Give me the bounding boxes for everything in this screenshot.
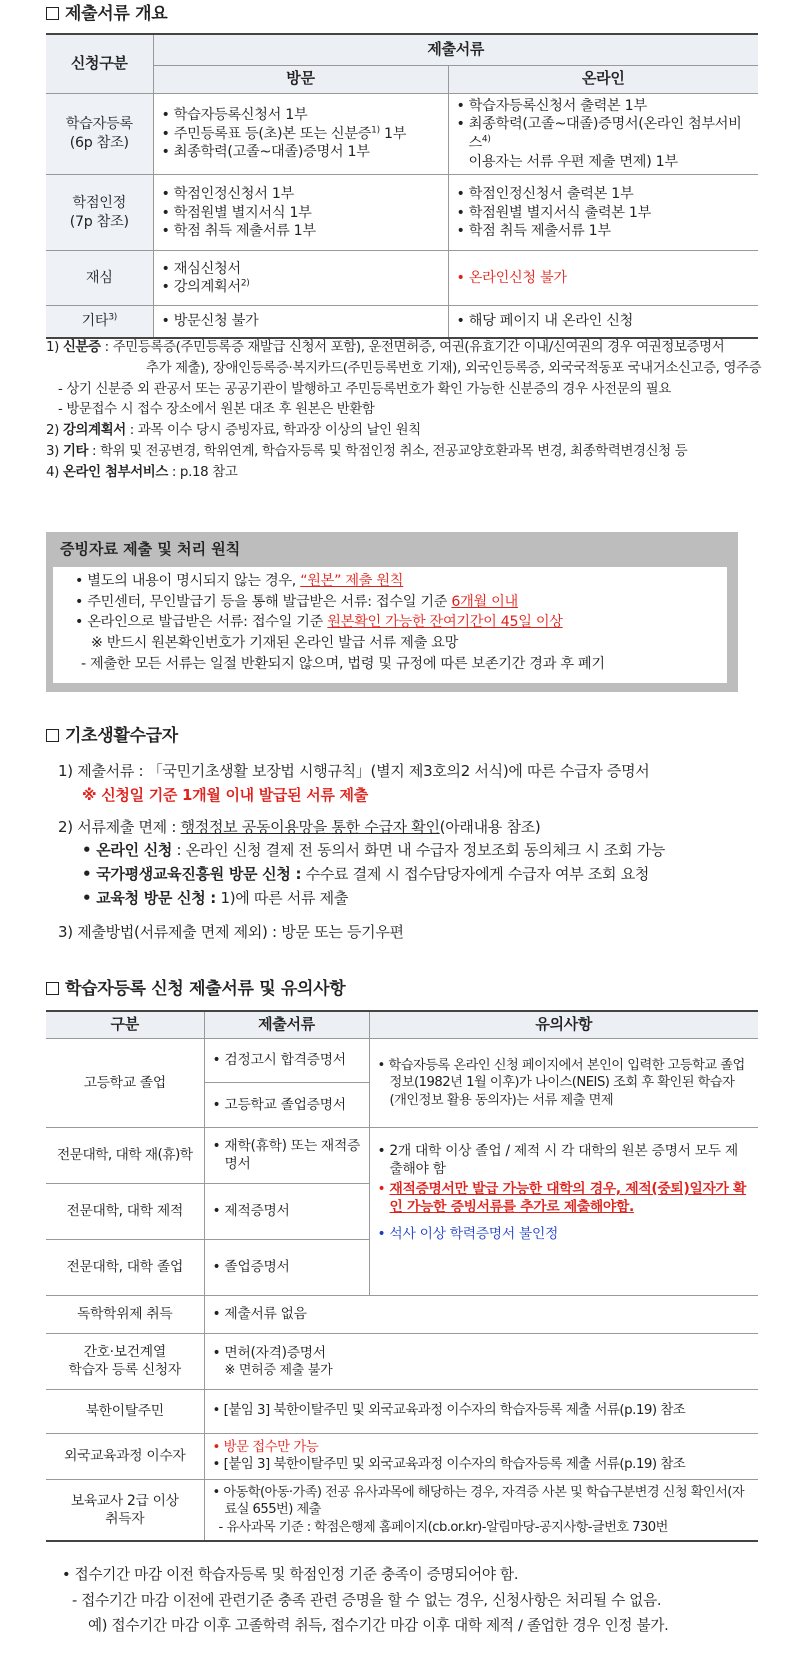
row-doc: • 제적증명서 — [204, 1183, 369, 1239]
section-title-basic-livelihood: 기초생활수급자 — [46, 725, 178, 747]
row-category: 외국교육과정 이수자 — [46, 1433, 204, 1479]
row-category: 독학학위제 취득 — [46, 1295, 204, 1333]
visit-docs: • 학습자등록신청서 1부 • 주민등록표 등(초)본 또는 신분증$^{1)}$ 1부 • 최종학력(고졸~대졸)증명서 1부 — [153, 93, 448, 175]
th-visit: 방문 — [153, 65, 448, 93]
row-category: 기타$^{3)}$ — [46, 306, 153, 338]
th-docs: 제출서류 — [204, 1011, 369, 1038]
basic-livelihood-content: 1) 제출서류 : 「국민기초생활 보장법 시행규칙」(별지 제3호의2 서식)에 따른 수급자 증명서 ※ 신청일 기준 1개월 이내 발급된 서류 제출 2) 서류제출 면제 : 행정정보 공동이용망을 통한 수급자 확인(아래내용 참조) • 온라인 신청 : 온라인 신청 결제 전 동의서 화면 내 수급자 정보조회 동의체크 시 조회 가능 • 국가평생교육진흥원 방문 신청 : 수수료 결제 시 접수담당자에게 수급자 여부 조회 요청 • 교육청 방문 신청 : 1)에 따른 서류 제출 3) 제출방법(서류제출 면제 제외) : 방문 또는 등기우편 — [58, 762, 666, 941]
row-category: 학점인정 (7p 참조) — [46, 175, 153, 251]
th-category: 신청구분 — [46, 34, 153, 93]
table-row — [46, 1295, 758, 1333]
row-category: 학습자등록 (6p 참조) — [46, 93, 153, 175]
table-row — [46, 1038, 758, 1082]
table-row — [46, 251, 758, 306]
row-note-university: • 2개 대학 이상 졸업 / 제적 시 각 대학의 원본 증명서 모두 제출해야 함 • 재적증명서만 발급 가능한 대학의 경우, 제적(중퇴)일자가 확인 가능한 증빙서류를 추가로 제출해야함. • 석사 이상 학력증명서 불인정 — [369, 1127, 758, 1295]
th-docs: 제출서류 — [153, 34, 758, 65]
online-docs: • 학점인정신청서 출력본 1부 • 학점원별 별지서식 출력본 1부 • 학점 취득 제출서류 1부 — [448, 175, 758, 251]
section-title-overview: 제출서류 개요 — [46, 3, 167, 25]
row-category: 재심 — [46, 251, 153, 306]
footnotes: 1) 신분증 : 주민등록증(주민등록증 재발급 신청서 포함), 운전면허증, 여권(유효기간 이내/신여권의 경우 여권정보증명서 추가 제출), 장애인등록증·복지카드(주민등록번호 기재), 외국인등록증, 외국국적동포 국내거소신고증, 영주증 - 상기 신분증 외 관공서 또는 공공기관이 발행하고 주민등록번호가 확인 가능한 신분증의 경우 사전문의 필요 - 방문접수 시 접수 장소에서 원본 대조 후 원본은 반환함 2) 강의계획서 : 과목 이수 당시 증빙자료, 학과장 이상의 날인 원칙 3) 기타 : 학위 및 전공변경, 학위연계, 학습자등록 및 학점인정 취소, 전공교양호환과목 변경, 최종학력변경신청 등 4) 온라인 첨부서비스 : p.18 참고 — [46, 340, 762, 480]
principle-title: 증빙자료 제출 및 처리 원칙 — [60, 540, 241, 558]
section-title-registration: 학습자등록 신청 제출서류 및 유의사항 — [46, 978, 345, 1000]
row-category: 전문대학, 대학 재(휴)학 — [46, 1127, 204, 1183]
table-row — [46, 1333, 758, 1389]
th-notes: 유의사항 — [369, 1011, 758, 1038]
row-doc: • 방문 접수만 가능 • [붙임 3] 북한이탈주민 및 외국교육과정 이수자의 학습자등록 제출 서류(p.19) 참조 — [204, 1433, 758, 1479]
table-row — [46, 175, 758, 251]
registration-table — [46, 1010, 758, 1542]
checkbox-square-icon — [46, 729, 59, 742]
checkbox-square-icon — [46, 982, 59, 995]
table-row — [46, 1479, 758, 1541]
online-docs: • 온라인신청 불가 — [448, 251, 758, 306]
principle-box — [46, 532, 738, 692]
row-doc: • [붙임 3] 북한이탈주민 및 외국교육과정 이수자의 학습자등록 제출 서류(p.19) 참조 — [204, 1389, 758, 1433]
table-row — [46, 1389, 758, 1433]
th-category: 구분 — [46, 1011, 204, 1038]
overview-table — [46, 33, 758, 339]
row-category: 보육교사 2급 이상 취득자 — [46, 1479, 204, 1541]
visit-docs: • 재심신청서 • 강의계획서$^{2)}$ — [153, 251, 448, 306]
row-category: 전문대학, 대학 제적 — [46, 1183, 204, 1239]
visit-docs: • 방문신청 불가 — [153, 306, 448, 338]
row-category: 전문대학, 대학 졸업 — [46, 1239, 204, 1295]
row-doc: • 졸업증명서 — [204, 1239, 369, 1295]
checkbox-square-icon — [46, 7, 59, 20]
table-row — [46, 1433, 758, 1479]
th-online: 온라인 — [448, 65, 758, 93]
row-doc: • 검정고시 합격증명서 — [204, 1038, 369, 1082]
table-row — [46, 1127, 758, 1183]
online-docs: • 학습자등록신청서 출력본 1부 • 최종학력(고졸~대졸)증명서(온라인 첨부서비스$^{4)}$ 이용자는 서류 우편 제출 면제) 1부 — [448, 93, 758, 175]
row-note: • 학습자등록 온라인 신청 페이지에서 본인이 입력한 고등학교 졸업 정보(1982년 1월 이후)가 나이스(NEIS) 조회 후 확인된 학습자(개인정보 활용 동의자)는 서류 제출 면제 — [369, 1038, 758, 1127]
bottom-notes: • 접수기간 마감 이전 학습자등록 및 학점인정 기준 충족이 증명되어야 함. - 접수기간 마감 이전에 관련기준 충족 관련 증명을 할 수 없는 경우, 신청사항은 처리될 수 없음. 예) 접수기간 마감 이후 고졸학력 취득, 접수기간 마감 이후 대학 제적 / 졸업한 경우 인정 불가. — [62, 1566, 669, 1635]
row-category: 북한이탈주민 — [46, 1389, 204, 1433]
visit-docs: • 학점인정신청서 1부 • 학점원별 별지서식 1부 • 학점 취득 제출서류 1부 — [153, 175, 448, 251]
table-row — [46, 93, 758, 175]
row-category: 고등학교 졸업 — [46, 1038, 204, 1127]
row-category: 간호·보건계열 학습자 등록 신청자 — [46, 1333, 204, 1389]
row-doc: • 재학(휴학) 또는 재적증명서 — [204, 1127, 369, 1183]
row-doc: • 고등학교 졸업증명서 — [204, 1082, 369, 1127]
row-doc: • 제출서류 없음 — [204, 1295, 758, 1333]
online-docs: • 해당 페이지 내 온라인 신청 — [448, 306, 758, 338]
principle-content: • 별도의 내용이 명시되지 않는 경우, “원본” 제출 원칙 • 주민센터, 무인발급기 등을 통해 발급받은 서류: 접수일 기준 6개월 이내 • 온라인으로 발급받은 서류: 접수일 기준 원본확인 가능한 잔여기간이 45일 이상 ※ 반드시 원본확인번호가 기재된 온라인 발급 서류 제출 요망 - 제출한 모든 서류는 일절 반환되지 않으며, 법령 및 규정에 따른 보존기간 경과 후 폐기 — [53, 567, 727, 683]
row-doc: • 면허(자격)증명서 ※ 면허증 제출 불가 — [204, 1333, 758, 1389]
table-row — [46, 306, 758, 338]
row-doc: • 아동학(아동·가족) 전공 유사과목에 해당하는 경우, 자격증 사본 및 학습구분변경 신청 확인서(자료실 655번) 제출 - 유사과목 기준 : 학점은행제 홈페이지(cb.or.kr)-알림마당-공지사항-글번호 730번 — [204, 1479, 758, 1541]
